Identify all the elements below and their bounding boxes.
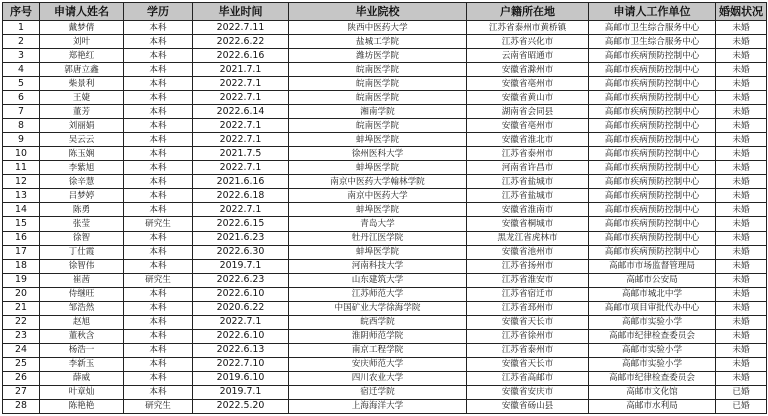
table-row [3,49,767,63]
table-row [3,217,767,231]
cell-name: 叶章灿 [40,385,124,399]
cell-degree: 本科 [124,301,193,315]
cell-grad-time: 2022.5.20 [193,399,289,413]
cell-school: 蚌埠医学院 [289,133,467,147]
cell-grad-time: 2022.7.11 [193,21,289,35]
table-row [3,245,767,259]
cell-hukou: 江苏省扬州市 [467,259,589,273]
cell-school: 潍坊医学院 [289,49,467,63]
cell-hukou: 安徽省淮北市 [467,133,589,147]
cell-grad-time: 2021.7.5 [193,147,289,161]
cell-school: 牡丹江医学院 [289,231,467,245]
cell-grad-time: 2022.7.1 [193,203,289,217]
cell-name: 董芳 [40,105,124,119]
cell-school: 蚌埠医学院 [289,245,467,259]
cell-hukou: 江苏省盐城市 [467,175,589,189]
cell-grad-time: 2022.7.1 [193,315,289,329]
cell-name: 薛威 [40,371,124,385]
cell-grad-time: 2022.6.18 [193,189,289,203]
header-cell-hukou: 户籍所在地 [467,3,589,21]
cell-employer: 高邮市纪律检查委员会 [589,329,716,343]
cell-hukou: 安徽省亳州市 [467,77,589,91]
cell-school: 皖南医学院 [289,77,467,91]
cell-name: 柴景利 [40,77,124,91]
header-cell-no: 序号 [3,3,40,21]
cell-school: 青岛大学 [289,217,467,231]
cell-employer: 高邮市实验小学 [589,315,716,329]
cell-hukou: 湖南省会同县 [467,105,589,119]
cell-grad-time: 2022.6.10 [193,329,289,343]
cell-hukou: 江苏省泰州市 [467,147,589,161]
cell-employer: 高邮市疾病预防控制中心 [589,217,716,231]
cell-degree: 本科 [124,231,193,245]
cell-marital: 未婚 [716,105,767,119]
cell-school: 南京中医药大学翰林学院 [289,175,467,189]
table-row [3,133,767,147]
cell-school: 盐城工学院 [289,35,467,49]
cell-marital: 未婚 [716,119,767,133]
cell-hukou: 安徽省安庆市 [467,385,589,399]
cell-grad-time: 2022.7.10 [193,357,289,371]
cell-employer: 高邮市疾病预防控制中心 [589,105,716,119]
cell-employer: 高邮市卫生综合服务中心 [589,21,716,35]
cell-marital: 未婚 [716,35,767,49]
cell-marital: 未婚 [716,301,767,315]
cell-hukou: 江苏省泰州市黄桥镇 [467,21,589,35]
cell-no: 19 [3,273,40,287]
cell-employer: 高邮市实验小学 [589,343,716,357]
cell-marital: 未婚 [716,273,767,287]
table-row [3,343,767,357]
cell-grad-time: 2022.6.10 [193,287,289,301]
cell-marital: 未婚 [716,189,767,203]
cell-name: 陈玉娴 [40,147,124,161]
cell-no: 13 [3,189,40,203]
cell-hukou: 云南省昭通市 [467,49,589,63]
cell-grad-time: 2022.7.1 [193,161,289,175]
cell-degree: 本科 [124,63,193,77]
cell-marital: 未婚 [716,315,767,329]
table-row [3,77,767,91]
table-row [3,21,767,35]
cell-grad-time: 2021.6.23 [193,231,289,245]
cell-grad-time: 2019.6.10 [193,371,289,385]
cell-degree: 本科 [124,49,193,63]
cell-name: 董秋含 [40,329,124,343]
cell-name: 丁仕霞 [40,245,124,259]
cell-no: 3 [3,49,40,63]
cell-degree: 本科 [124,343,193,357]
table-row [3,161,767,175]
cell-school: 中国矿业大学徐海学院 [289,301,467,315]
cell-marital: 未婚 [716,371,767,385]
cell-employer: 高邮市项目审批代办中心 [589,301,716,315]
cell-marital: 未婚 [716,77,767,91]
cell-hukou: 江苏省兴化市 [467,35,589,49]
cell-employer: 高邮市城北中学 [589,287,716,301]
cell-marital: 未婚 [716,203,767,217]
cell-employer: 高邮市疾病预防控制中心 [589,147,716,161]
header-cell-school: 毕业院校 [289,3,467,21]
table-row [3,231,767,245]
cell-grad-time: 2022.7.1 [193,77,289,91]
cell-name: 杨浩一 [40,343,124,357]
cell-name: 陈艳艳 [40,399,124,413]
cell-employer: 高邮市疾病预防控制中心 [589,49,716,63]
cell-employer: 高邮市水利局 [589,399,716,413]
cell-school: 皖南医学院 [289,63,467,77]
table-row [3,357,767,371]
cell-hukou: 江苏省盐城市 [467,189,589,203]
cell-no: 28 [3,399,40,413]
cell-degree: 本科 [124,315,193,329]
cell-no: 27 [3,385,40,399]
header-row [3,3,767,21]
cell-marital: 未婚 [716,175,767,189]
cell-name: 郭唐立鑫 [40,63,124,77]
cell-marital: 未婚 [716,329,767,343]
cell-school: 淮阴师范学院 [289,329,467,343]
cell-school: 宿迁学院 [289,385,467,399]
cell-no: 15 [3,217,40,231]
cell-employer: 高邮市疾病预防控制中心 [589,119,716,133]
cell-school: 山东建筑大学 [289,273,467,287]
cell-no: 18 [3,259,40,273]
cell-hukou: 河南省许昌市 [467,161,589,175]
cell-hukou: 江苏省淮安市 [467,273,589,287]
cell-grad-time: 2022.6.23 [193,273,289,287]
cell-employer: 高邮市卫生综合服务中心 [589,35,716,49]
cell-marital: 未婚 [716,91,767,105]
cell-marital: 未婚 [716,161,767,175]
cell-employer: 高邮市疾病预防控制中心 [589,231,716,245]
cell-school: 蚌埠医学院 [289,161,467,175]
cell-no: 24 [3,343,40,357]
cell-grad-time: 2022.7.1 [193,133,289,147]
cell-name: 戴梦倩 [40,21,124,35]
cell-hukou: 安徽省池州市 [467,245,589,259]
cell-marital: 已婚 [716,385,767,399]
cell-no: 8 [3,119,40,133]
cell-no: 23 [3,329,40,343]
cell-hukou: 安徽省黄山市 [467,91,589,105]
cell-hukou: 安徽省天长市 [467,315,589,329]
cell-name: 徐智 [40,231,124,245]
table-row [3,259,767,273]
cell-degree: 本科 [124,189,193,203]
cell-school: 皖南医学院 [289,91,467,105]
cell-grad-time: 2022.6.22 [193,35,289,49]
table-body [3,3,767,414]
cell-marital: 未婚 [716,63,767,77]
cell-hukou: 江苏省徐州市 [467,329,589,343]
cell-hukou: 江苏省泰州市 [467,343,589,357]
cell-degree: 本科 [124,329,193,343]
cell-degree: 本科 [124,357,193,371]
cell-hukou: 安徽省亳州市 [467,119,589,133]
cell-employer: 高邮市疾病预防控制中心 [589,245,716,259]
cell-school: 四川农业大学 [289,371,467,385]
cell-degree: 本科 [124,385,193,399]
cell-school: 蚌埠医学院 [289,203,467,217]
table-row [3,175,767,189]
cell-employer: 高邮市文化馆 [589,385,716,399]
cell-hukou: 安徽省天长市 [467,357,589,371]
cell-hukou: 安徽省桐城市 [467,217,589,231]
cell-degree: 本科 [124,287,193,301]
cell-name: 郑艳红 [40,49,124,63]
cell-no: 6 [3,91,40,105]
cell-school: 徐州医科大学 [289,147,467,161]
cell-employer: 高邮市疾病预防控制中心 [589,77,716,91]
cell-hukou: 江苏省邳州市 [467,301,589,315]
cell-degree: 本科 [124,147,193,161]
cell-name: 吴云云 [40,133,124,147]
cell-grad-time: 2022.7.1 [193,119,289,133]
cell-degree: 本科 [124,91,193,105]
cell-degree: 本科 [124,133,193,147]
cell-marital: 未婚 [716,259,767,273]
cell-school: 皖西学院 [289,315,467,329]
cell-no: 1 [3,21,40,35]
cell-hukou: 安徽省砀山县 [467,399,589,413]
cell-degree: 本科 [124,21,193,35]
cell-no: 26 [3,371,40,385]
cell-school: 皖南医学院 [289,119,467,133]
table-row [3,189,767,203]
cell-marital: 未婚 [716,21,767,35]
header-cell-grad-time: 毕业时间 [193,3,289,21]
cell-no: 11 [3,161,40,175]
cell-grad-time: 2021.6.16 [193,175,289,189]
cell-employer: 高邮市疾病预防控制中心 [589,63,716,77]
cell-name: 徐辛慧 [40,175,124,189]
cell-grad-time: 2021.7.1 [193,63,289,77]
cell-degree: 研究生 [124,399,193,413]
cell-degree: 本科 [124,371,193,385]
table-row [3,273,767,287]
cell-no: 21 [3,301,40,315]
applicant-table [2,2,767,414]
table-row [3,329,767,343]
cell-hukou: 江苏省高邮市 [467,371,589,385]
table-row [3,105,767,119]
cell-grad-time: 2022.6.30 [193,245,289,259]
cell-hukou: 安徽省滁州市 [467,63,589,77]
cell-marital: 已婚 [716,399,767,413]
cell-degree: 本科 [124,105,193,119]
cell-name: 赵旭 [40,315,124,329]
cell-hukou: 安徽省淮南市 [467,203,589,217]
cell-marital: 未婚 [716,231,767,245]
cell-name: 王婕 [40,91,124,105]
cell-employer: 高邮市公安局 [589,273,716,287]
cell-grad-time: 2022.6.14 [193,105,289,119]
cell-name: 侍继旺 [40,287,124,301]
cell-grad-time: 2022.6.13 [193,343,289,357]
table-row [3,119,767,133]
cell-name: 邹浩然 [40,301,124,315]
table-row [3,301,767,315]
cell-degree: 本科 [124,245,193,259]
cell-name: 李紫旭 [40,161,124,175]
table-row [3,91,767,105]
cell-no: 5 [3,77,40,91]
cell-hukou: 江苏省宿迁市 [467,287,589,301]
cell-degree: 本科 [124,175,193,189]
cell-no: 16 [3,231,40,245]
cell-employer: 高邮市疾病预防控制中心 [589,175,716,189]
cell-no: 17 [3,245,40,259]
cell-marital: 未婚 [716,49,767,63]
header-cell-employer: 申请人工作单位 [589,3,716,21]
cell-school: 上海海洋大学 [289,399,467,413]
cell-employer: 高邮市市场监督管理局 [589,259,716,273]
cell-no: 2 [3,35,40,49]
cell-name: 刘丽娟 [40,119,124,133]
cell-name: 刘叶 [40,35,124,49]
cell-degree: 本科 [124,35,193,49]
cell-marital: 未婚 [716,147,767,161]
cell-marital: 未婚 [716,245,767,259]
cell-degree: 本科 [124,77,193,91]
cell-no: 14 [3,203,40,217]
cell-school: 湘南学院 [289,105,467,119]
cell-employer: 高邮市纪律检查委员会 [589,371,716,385]
cell-grad-time: 2019.7.1 [193,385,289,399]
cell-no: 22 [3,315,40,329]
table-row [3,399,767,413]
cell-degree: 本科 [124,161,193,175]
cell-marital: 未婚 [716,357,767,371]
cell-no: 4 [3,63,40,77]
table-row [3,385,767,399]
cell-employer: 高邮市疾病预防控制中心 [589,189,716,203]
table-row [3,35,767,49]
cell-name: 陈勇 [40,203,124,217]
cell-grad-time: 2022.7.1 [193,91,289,105]
cell-degree: 研究生 [124,273,193,287]
cell-no: 9 [3,133,40,147]
table-row [3,315,767,329]
header-cell-marital: 婚姻状况 [716,3,767,21]
cell-school: 河南科技大学 [289,259,467,273]
cell-school: 江苏师范大学 [289,287,467,301]
cell-school: 安庆师范大学 [289,357,467,371]
header-cell-degree: 学历 [124,3,193,21]
cell-name: 吕梦婷 [40,189,124,203]
cell-grad-time: 2022.6.15 [193,217,289,231]
cell-employer: 高邮市疾病预防控制中心 [589,133,716,147]
cell-degree: 本科 [124,119,193,133]
cell-marital: 未婚 [716,287,767,301]
cell-no: 25 [3,357,40,371]
cell-school: 南京工程学院 [289,343,467,357]
cell-degree: 本科 [124,203,193,217]
cell-degree: 本科 [124,259,193,273]
cell-marital: 未婚 [716,133,767,147]
cell-name: 张莹 [40,217,124,231]
cell-no: 20 [3,287,40,301]
cell-degree: 研究生 [124,217,193,231]
cell-no: 10 [3,147,40,161]
cell-employer: 高邮市疾病预防控制中心 [589,203,716,217]
cell-marital: 未婚 [716,217,767,231]
table-row [3,371,767,385]
table-row [3,287,767,301]
cell-name: 徐智伟 [40,259,124,273]
cell-marital: 未婚 [716,343,767,357]
cell-hukou: 黑龙江省虎林市 [467,231,589,245]
header-cell-name: 申请人姓名 [40,3,124,21]
cell-school: 陕西中医药大学 [289,21,467,35]
cell-grad-time: 2019.7.1 [193,259,289,273]
cell-no: 7 [3,105,40,119]
cell-no: 12 [3,175,40,189]
table-row [3,147,767,161]
cell-grad-time: 2022.6.16 [193,49,289,63]
cell-employer: 高邮市疾病预防控制中心 [589,161,716,175]
cell-name: 李新玉 [40,357,124,371]
cell-school: 南京中医药大学 [289,189,467,203]
table-row [3,203,767,217]
cell-name: 崔茜 [40,273,124,287]
table-row [3,63,767,77]
cell-employer: 高邮市实验小学 [589,357,716,371]
cell-grad-time: 2020.6.22 [193,301,289,315]
cell-employer: 高邮市疾病预防控制中心 [589,91,716,105]
